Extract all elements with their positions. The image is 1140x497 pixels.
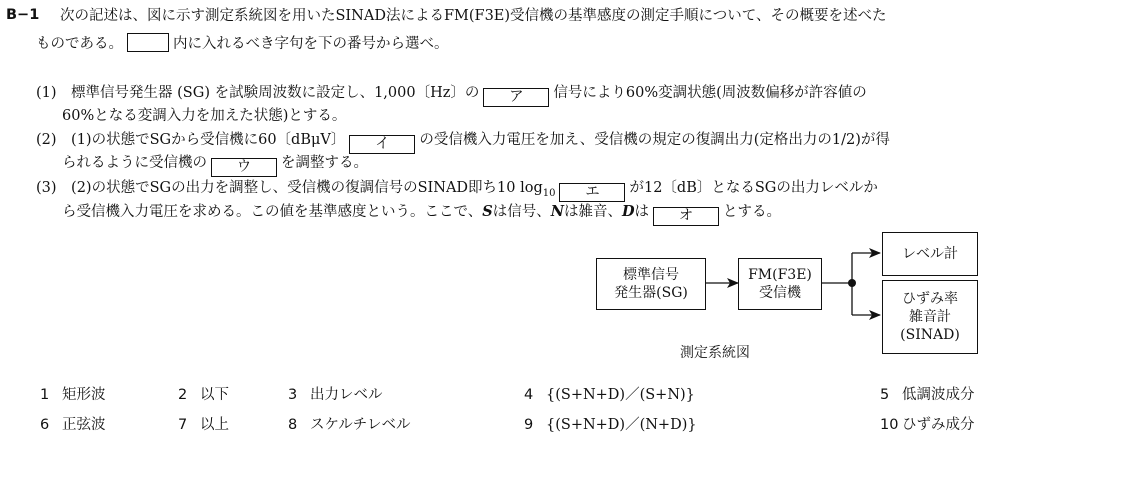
option-label: 正弦波 [62, 417, 106, 433]
intro-text-b: 内に入れるべき字句を下の番号から選べ。 [173, 36, 449, 52]
step-3-text-f: は [634, 204, 650, 220]
dist-label-2: 雑音計 [908, 309, 951, 325]
rx-label-1: FM(F3E) [748, 267, 812, 283]
rx-label-2: 受信機 [758, 285, 801, 301]
option-label: 出力レベル [310, 387, 383, 403]
option-number: 7 [178, 417, 188, 433]
receiver-box [738, 258, 822, 310]
option-9 [524, 415, 697, 435]
blank-u: ウ [211, 158, 277, 177]
step-2-text-c: られるように受信機の [62, 155, 207, 171]
option-8 [288, 415, 410, 435]
option-4 [524, 385, 695, 405]
option-label: 以上 [200, 417, 229, 433]
diagram-caption: 測定系統図 [680, 345, 750, 361]
option-label: {(S+N+D)／(S+N)} [546, 387, 695, 403]
option-number: 6 [40, 417, 50, 433]
symbol-s: S [482, 203, 493, 220]
option-number: 10 [880, 417, 899, 433]
blank-a: ア [483, 88, 549, 107]
sg-label-2: 発生器(SG) [614, 285, 688, 301]
blank-o: オ [653, 207, 719, 226]
dist-label-1: ひずみ率 [901, 291, 958, 307]
option-number: 3 [288, 387, 298, 403]
intro-text-a: ものである。 [36, 36, 123, 52]
step-1-text-b: 信号により60%変調状態(周波数偏移が許容値の [553, 85, 867, 101]
option-label: ひずみ成分 [902, 417, 975, 433]
option-number: 4 [524, 387, 534, 403]
option-label: {(S+N+D)／(N+D)} [546, 417, 697, 433]
step-3-text-b: が12〔dB〕となるSGの出力レベルか [629, 180, 878, 196]
option-6 [40, 415, 106, 435]
blank-i: イ [349, 135, 415, 154]
option-number: 1 [40, 387, 50, 403]
step-1-line-2: 60%となる変調入力を加えた状態)とする。 [62, 108, 347, 124]
step-3-text-a: (3) (2)の状態でSGの出力を調整し、受信機の復調信号のSINAD即ち10 log [36, 180, 543, 196]
option-label: 以下 [200, 387, 229, 403]
level-meter-box [882, 232, 978, 276]
option-number: 8 [288, 417, 298, 433]
symbol-d: D [621, 203, 635, 220]
option-number: 9 [524, 417, 534, 433]
option-5 [880, 385, 975, 405]
option-2 [178, 385, 229, 405]
log-subscript: 10 [542, 187, 556, 199]
option-10 [880, 415, 975, 435]
step-3-text-c: ら受信機入力電圧を求める。この値を基準感度という。ここで、 [62, 204, 483, 220]
step-3-text-d: は信号、 [492, 204, 551, 220]
step-3-text-e: は雑音、 [563, 204, 622, 220]
question-number: B−1 [6, 7, 40, 23]
intro-line-1: 次の記述は、図に示す測定系統図を用いたSINAD法によるFM(F3E)受信機の基準感度の測定手順について、その概要を述べた [60, 8, 887, 24]
distortion-meter-box [882, 280, 978, 354]
option-label: 低調波成分 [902, 387, 975, 403]
option-1 [40, 385, 106, 405]
sg-box [596, 258, 706, 310]
level-meter-label: レベル計 [902, 246, 958, 262]
dist-label-3: (SINAD) [900, 327, 960, 343]
step-2-text-b: の受信機入力電圧を加え、受信機の規定の復調出力(定格出力の1/2)が得 [419, 132, 890, 148]
option-label: 矩形波 [62, 387, 106, 403]
option-3 [288, 385, 383, 405]
step-2-text-d: を調整する。 [281, 155, 368, 171]
symbol-n: N [550, 203, 564, 220]
step-1-text-a: (1) 標準信号発生器 (SG) を試験周波数に設定し、1,000〔Hz〕の [36, 85, 480, 101]
step-3-text-g: とする。 [723, 204, 782, 220]
blank-e: エ [559, 183, 625, 202]
option-number: 2 [178, 387, 188, 403]
sg-label-1: 標準信号 [622, 267, 679, 283]
option-label: スケルチレベル [310, 417, 411, 433]
step-2-text-a: (2) (1)の状態でSGから受信機に60〔dBμV〕 [36, 132, 346, 148]
option-7 [178, 415, 229, 435]
option-number: 5 [880, 387, 890, 403]
